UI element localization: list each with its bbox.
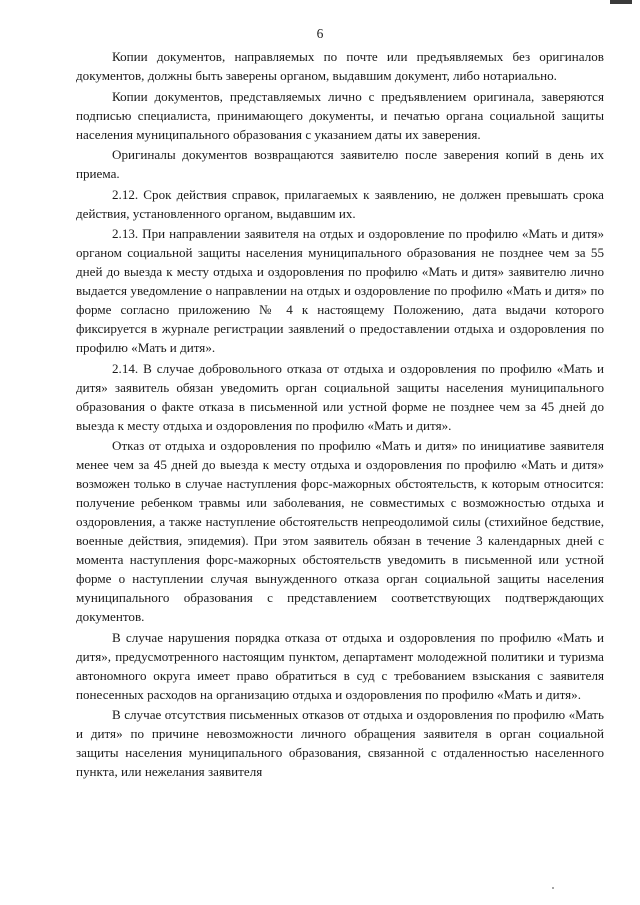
paragraph-2-13: 2.13. При направлении заявителя на отдых и оздоровление по профилю «Мать и дитя» органом социальной защиты населения муниципального образования не позднее чем за 55 дней до выезда к месту отдыха и оздоровления по профилю «Мать и дитя» заявителю лично выдается уведомление о направлении на отдых и оздоровление по профилю «Мать и дитя» по форме согласно приложению № 4 к настоящему Положению, дата выдачи которого фиксируется в журнале регистрации заявлений о предоставлении отдыха и оздоровления по профилю «Мать и дитя». — [76, 226, 604, 355]
paragraph-copies-in-person: Копии документов, представляемых лично с предъявлением оригинала, заверяются подписью специалиста, принимающего документы, и печатью органа социальной защиты населения муниципального образования с указанием даты их заверения. — [76, 88, 604, 142]
document-body — [76, 47, 604, 783]
paragraph-refusal-force-majeure: Отказ от отдыха и оздоровления по профилю «Мать и дитя» по инициативе заявителя менее чем за 45 дней до выезда к месту отдыха и оздоровления по профилю «Мать и дитя» возможен только в случае наступления форс-мажорных обстоятельств, к которым относится: получение ребенком травмы или заболевания, не совместимых с возможностью отдыха и оздоровления, а также наступление обстоятельств непреодолимой силы (стихийное бедствие, военные действия, эпидемия). При этом заявитель обязан в течение 3 календарных дней с момента наступления форс-мажорных обстоятельств уведомить в письменной или устной форме о наступлении случая вынужденного отказа орган социальной защиты населения муниципального образования с представлением соответствующих подтверждающих документов. — [76, 438, 604, 624]
scan-speck — [552, 887, 554, 889]
page-number: 6 — [316, 26, 324, 41]
paragraph-originals-returned: Оригиналы документов возвращаются заявителю после заверения копий в день их приема. — [76, 147, 604, 181]
paragraph-violation-procedure: В случае нарушения порядка отказа от отдыха и оздоровления по профилю «Мать и дитя», предусмотренного настоящим пунктом, департамент молодежной политики и туризма автономного округа имеет право обратиться в суд с требованием взыскания с заявителя понесенных расходов на организацию отдыха и оздоровления по профилю «Мать и дитя». — [76, 629, 604, 702]
paragraph-copies-by-mail: Копии документов, направляемых по почте или предъявляемых без оригиналов документов, должны быть заверены органом, выдавшим документ, либо нотариально. — [76, 49, 604, 83]
paragraph-2-14: 2.14. В случае добровольного отказа от отдыха и оздоровления по профилю «Мать и дитя» заявитель обязан уведомить орган социальной защиты населения муниципального образования о факте отказа в письменной или устной форме не позднее чем за 45 дней до выезда к месту отдыха и оздоровления по профилю «Мать и дитя». — [76, 360, 604, 433]
paragraph-2-12: 2.12. Срок действия справок, прилагаемых к заявлению, не должен превышать срока действия, установленного органом, выдавшим их. — [76, 186, 604, 221]
scan-edge-mark — [610, 0, 632, 4]
paragraph-absence-of-refusals: В случае отсутствия письменных отказов от отдыха и оздоровления по профилю «Мать и дитя» по причине невозможности личного обращения заявителя в орган социальной защиты населения муниципального образования, связанной с отдаленностью населенного пункта, или нежелания заявителя — [76, 707, 604, 779]
